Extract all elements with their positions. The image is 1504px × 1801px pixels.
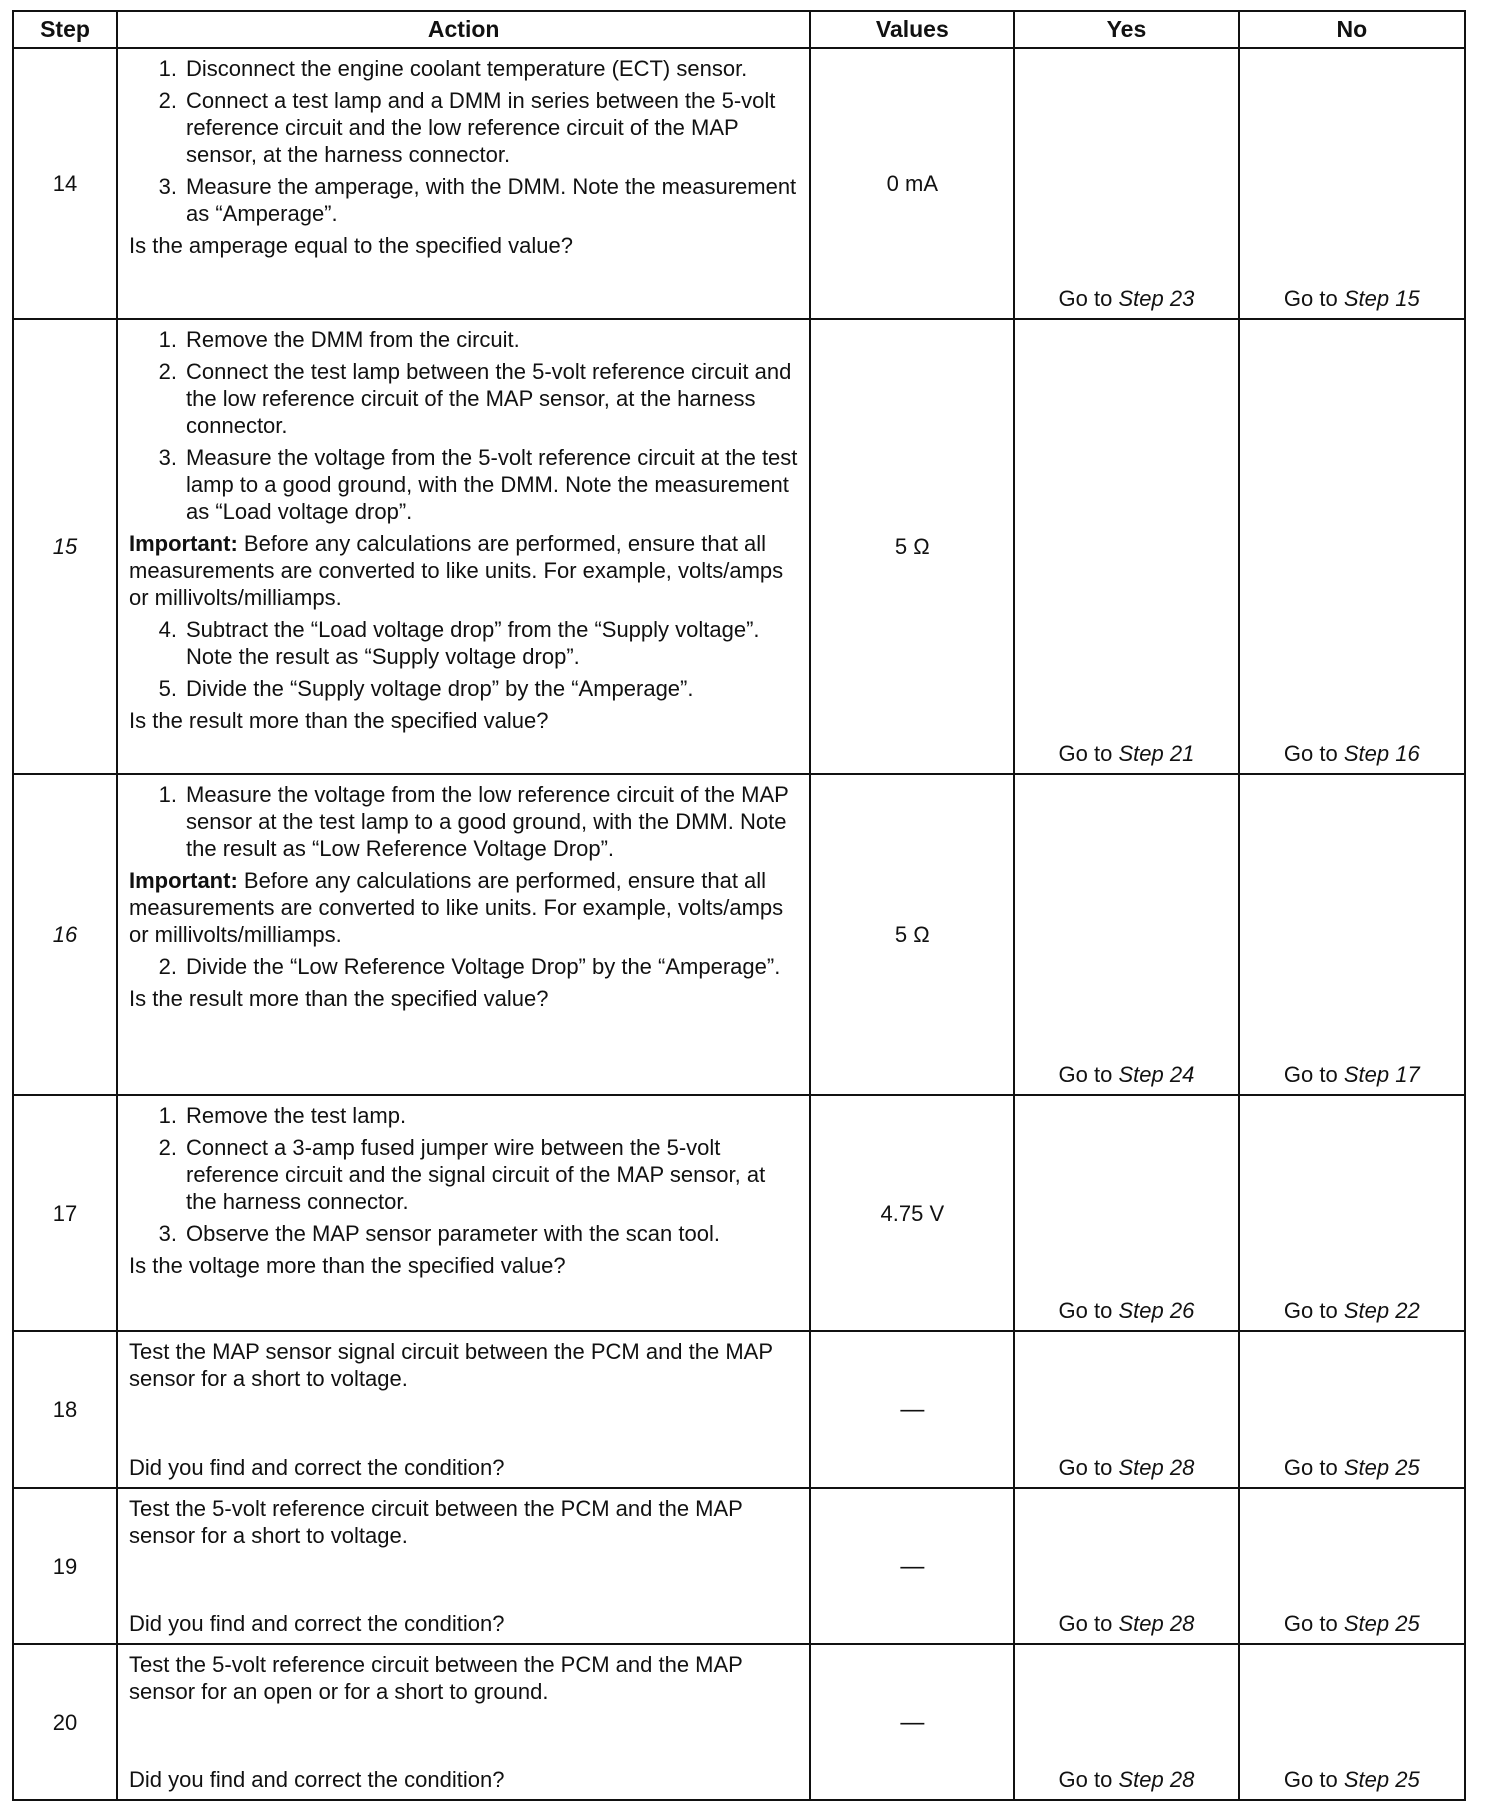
yes-cell: Go to Step 23 xyxy=(1014,48,1238,319)
no-cell: Go to Step 17 xyxy=(1239,774,1465,1095)
action-item: 2. Divide the “Low Reference Voltage Drop” by the “Amperage”. xyxy=(158,954,781,979)
action-item: 4. Subtract the “Load voltage drop” from the “Supply voltage”. Note the result as “Supply voltage drop”. xyxy=(158,617,760,669)
header-step: Step xyxy=(13,11,117,48)
value-cell: — xyxy=(810,1331,1014,1488)
table-row-step-14 xyxy=(13,48,1465,319)
action-item: 1. Remove the DMM from the circuit. xyxy=(158,327,520,352)
action-item: 5. Divide the “Supply voltage drop” by the “Amperage”. xyxy=(158,676,694,701)
header-no: No xyxy=(1239,11,1465,48)
action-item: 3. Observe the MAP sensor parameter with the scan tool. xyxy=(158,1221,720,1246)
header-action: Action xyxy=(117,11,810,48)
no-cell: Go to Step 22 xyxy=(1239,1095,1465,1331)
important-note: Important: Before any calculations are performed, ensure that all measurements are converted to like units. For example, volts/amps or millivolts/milliamps. xyxy=(129,868,784,947)
no-step-link: Step 25 xyxy=(1343,1611,1420,1636)
table-row-step-20 xyxy=(13,1644,1465,1800)
action-item: 1. Disconnect the engine coolant temperature (ECT) sensor. xyxy=(158,56,748,81)
yes-cell: Go to Step 28 xyxy=(1014,1488,1238,1644)
action-item: 2. Connect the test lamp between the 5-volt reference circuit and the low reference circuit of the MAP sensor, at the harness connector. xyxy=(158,359,792,438)
value-cell: 5 Ω xyxy=(810,319,1014,774)
step-number: 19 xyxy=(13,1488,117,1644)
no-step-link: Step 16 xyxy=(1343,741,1420,766)
action-text: Test the 5-volt reference circuit between the PCM and the MAP sensor for an open or for a short to ground. xyxy=(129,1652,743,1704)
action-question: Did you find and correct the condition? xyxy=(129,1611,505,1636)
yes-step-link: Step 28 xyxy=(1118,1455,1195,1480)
no-cell: Go to Step 25 xyxy=(1239,1644,1465,1800)
step-number: 20 xyxy=(13,1644,117,1800)
no-step-link: Step 25 xyxy=(1343,1455,1420,1480)
action-item: 3. Measure the voltage from the 5-volt reference circuit at the test lamp to a good ground, with the DMM. Note the measurement as “Load voltage drop”. xyxy=(158,445,798,524)
table-row-step-17 xyxy=(13,1095,1465,1331)
action-text: Test the MAP sensor signal circuit between the PCM and the MAP sensor for a short to voltage. xyxy=(129,1339,773,1391)
action-text: Test the 5-volt reference circuit between the PCM and the MAP sensor for a short to voltage. xyxy=(129,1496,743,1548)
action-cell xyxy=(117,1644,810,1800)
no-cell: Go to Step 16 xyxy=(1239,319,1465,774)
important-note: Important: Before any calculations are performed, ensure that all measurements are converted to like units. For example, volts/amps or millivolts/milliamps. xyxy=(129,531,784,610)
action-question: Did you find and correct the condition? xyxy=(129,1455,505,1480)
yes-step-link: Step 23 xyxy=(1118,286,1195,311)
action-question: Is the result more than the specified value? xyxy=(129,986,549,1011)
yes-cell: Go to Step 21 xyxy=(1014,319,1238,774)
action-cell xyxy=(117,1331,810,1488)
no-step-link: Step 15 xyxy=(1343,286,1420,311)
step-number: 18 xyxy=(13,1331,117,1488)
action-item: 3. Measure the amperage, with the DMM. Note the measurement as “Amperage”. xyxy=(158,174,797,226)
no-step-link: Step 22 xyxy=(1343,1298,1420,1323)
step-number: 17 xyxy=(13,1095,117,1331)
action-item: 2. Connect a 3-amp fused jumper wire between the 5-volt reference circuit and the signal circuit of the MAP sensor, at the harness connector. xyxy=(158,1135,766,1214)
yes-step-link: Step 28 xyxy=(1118,1611,1195,1636)
action-cell xyxy=(117,1095,810,1331)
yes-step-link: Step 21 xyxy=(1118,741,1195,766)
action-question: Is the result more than the specified value? xyxy=(129,708,549,733)
yes-step-link: Step 28 xyxy=(1118,1767,1195,1792)
no-cell: Go to Step 25 xyxy=(1239,1488,1465,1644)
action-cell xyxy=(117,319,810,774)
header-row xyxy=(13,11,1465,48)
no-step-link: Step 25 xyxy=(1343,1767,1420,1792)
diagnostic-table-container xyxy=(12,10,1466,1801)
table-row-step-15 xyxy=(13,319,1465,774)
yes-cell: Go to Step 24 xyxy=(1014,774,1238,1095)
yes-step-link: Step 24 xyxy=(1118,1062,1195,1087)
yes-step-link: Step 26 xyxy=(1118,1298,1195,1323)
yes-cell: Go to Step 28 xyxy=(1014,1644,1238,1800)
action-item: 1. Measure the voltage from the low reference circuit of the MAP sensor at the test lamp to a good ground, with the DMM. Note the result as “Low Reference Voltage Drop”. xyxy=(158,782,789,861)
step-number: 14 xyxy=(13,48,117,319)
action-cell xyxy=(117,1488,810,1644)
step-number: 16 xyxy=(13,774,117,1095)
value-cell: — xyxy=(810,1488,1014,1644)
action-cell xyxy=(117,774,810,1095)
table-row-step-16 xyxy=(13,774,1465,1095)
table-row-step-18 xyxy=(13,1331,1465,1488)
header-yes: Yes xyxy=(1014,11,1238,48)
no-cell: Go to Step 25 xyxy=(1239,1331,1465,1488)
value-cell: 4.75 V xyxy=(810,1095,1014,1331)
value-cell: — xyxy=(810,1644,1014,1800)
diagnostic-table xyxy=(12,10,1466,1801)
action-item: 1. Remove the test lamp. xyxy=(158,1103,407,1128)
no-cell: Go to Step 15 xyxy=(1239,48,1465,319)
action-question: Did you find and correct the condition? xyxy=(129,1767,505,1792)
yes-cell: Go to Step 26 xyxy=(1014,1095,1238,1331)
value-cell: 5 Ω xyxy=(810,774,1014,1095)
value-cell: 0 mA xyxy=(810,48,1014,319)
action-question: Is the voltage more than the specified value? xyxy=(129,1253,566,1278)
table-row-step-19 xyxy=(13,1488,1465,1644)
yes-cell: Go to Step 28 xyxy=(1014,1331,1238,1488)
step-number: 15 xyxy=(13,319,117,774)
action-item: 2. Connect a test lamp and a DMM in series between the 5-volt reference circuit and the low reference circuit of the MAP sensor, at the harness connector. xyxy=(158,88,776,167)
no-step-link: Step 17 xyxy=(1343,1062,1420,1087)
action-question: Is the amperage equal to the specified value? xyxy=(129,233,573,258)
header-values: Values xyxy=(810,11,1014,48)
action-cell xyxy=(117,48,810,319)
